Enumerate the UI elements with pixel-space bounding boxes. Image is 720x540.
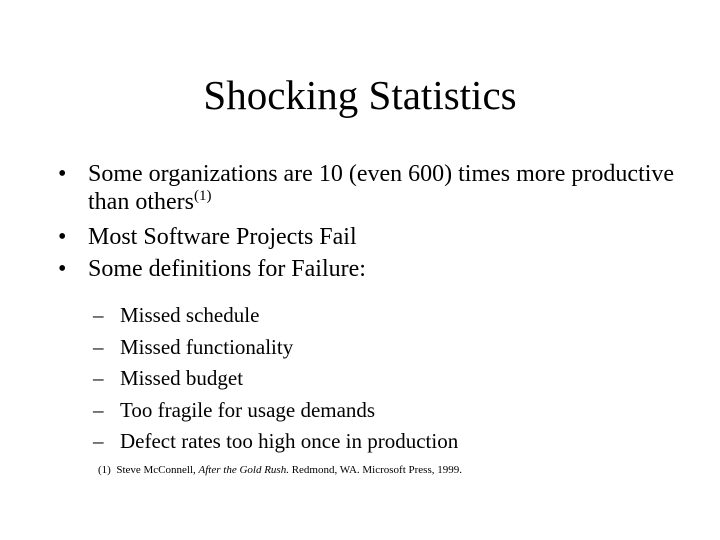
dash-marker: – xyxy=(93,429,104,453)
sub-bullet-text: Too fragile for usage demands xyxy=(120,397,376,422)
sub-bullet-text: Missed schedule xyxy=(120,303,260,327)
sub-bullet-text: Missed functionality xyxy=(120,334,294,359)
sub-bullet-text: Missed budget xyxy=(120,366,244,390)
bullet-item xyxy=(58,160,698,219)
slide-title: Shocking Statistics xyxy=(203,72,517,118)
bullet-item xyxy=(58,223,698,251)
sub-bullet-list xyxy=(93,300,458,458)
dash-marker: – xyxy=(93,334,104,359)
footnote-author: Steve McConnell, xyxy=(116,464,196,476)
dash-marker: – xyxy=(93,303,104,327)
bullet-text: Most Software Projects Fail xyxy=(88,224,357,250)
bullet-marker: • xyxy=(58,161,67,187)
footnote-book-title: After the Gold Rush. xyxy=(198,464,289,476)
footnote-publisher: Redmond, WA. Microsoft Press, 1999. xyxy=(291,464,462,476)
bullet-text: Some definitions for Failure: xyxy=(88,256,366,282)
footnote xyxy=(98,463,462,477)
sub-bullet-item xyxy=(93,395,458,427)
sub-bullet-item xyxy=(93,332,458,364)
bullet-marker: • xyxy=(58,224,67,250)
bullet-marker: • xyxy=(58,256,67,282)
sub-bullet-text: Defect rates too high once in production xyxy=(120,429,459,453)
footnote-marker: (1) xyxy=(98,464,111,476)
bullet-item xyxy=(58,255,698,283)
sub-bullet-item xyxy=(93,300,458,332)
dash-marker: – xyxy=(93,397,104,422)
sub-bullet-item xyxy=(93,426,458,458)
footnote-reference: (1) xyxy=(193,188,212,204)
bullet-text: Some organizations are 10 (even 600) times more productive than others xyxy=(88,161,675,215)
sub-bullet-item xyxy=(93,363,458,395)
bullet-list xyxy=(58,160,698,287)
dash-marker: – xyxy=(93,366,104,390)
